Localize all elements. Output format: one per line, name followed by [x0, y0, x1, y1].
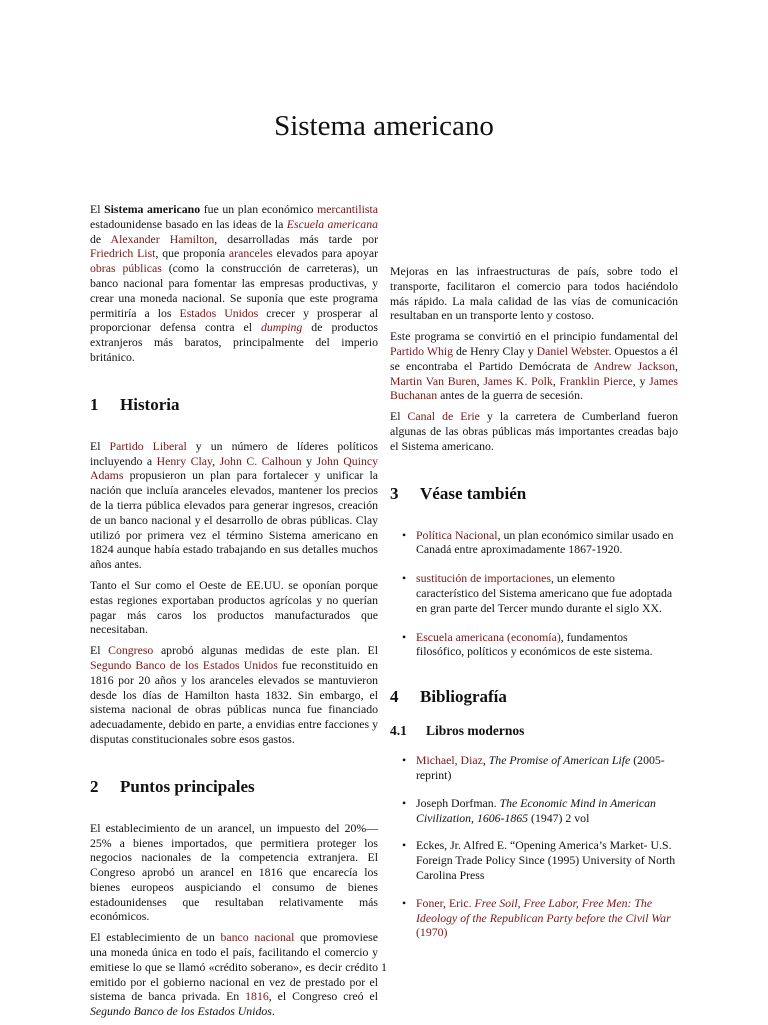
historia-paragraph-1 — [90, 439, 378, 572]
text: de Henry Clay y — [453, 343, 537, 358]
link-james-buchanan[interactable]: James Buchanan — [390, 373, 678, 403]
link-congreso[interactable]: Congreso — [108, 643, 154, 658]
section-title: Historia — [120, 394, 180, 414]
list-item — [390, 838, 678, 882]
link-daniel-webster[interactable]: Daniel Webster — [536, 343, 609, 358]
author: Eckes, Jr. Alfred E. — [416, 838, 508, 853]
text: (como la construcción de carreteras), un banco nacional para fomentar las empresas productivas, y crear una moneda nacional. Se suponía que este programa permitiría a los — [90, 261, 378, 320]
text: y — [301, 453, 317, 468]
text: , — [675, 358, 678, 373]
text: , — [482, 753, 489, 768]
text: y un número de líderes políticos incluyendo a — [90, 438, 379, 468]
puntos-paragraph-5 — [390, 409, 678, 453]
page-number: 1 — [381, 960, 387, 974]
link-john-c-calhoun[interactable]: John C. Calhoun — [219, 453, 302, 468]
text: fue reconstituido en 1816 por 20 años y los aranceles elevados se mantuvieron desde los días de Hamilton hasta 1832. Sin embargo, el sistema nacional de obras públicas nunca fue financiado adecuadamente, debido en parte, a envidias entre facciones y disputas constitucionales sobre esos gastos. — [90, 657, 378, 746]
text: Este programa se convirtió en el principio fundamental del — [390, 329, 678, 344]
section-heading-puntos — [90, 777, 378, 797]
text: , el Congreso creó el — [268, 989, 378, 1004]
text: , desarrolladas más tarde por — [214, 231, 378, 246]
text: (2005-reprint) — [416, 753, 665, 782]
link-partido-liberal[interactable]: Partido Liberal — [109, 438, 187, 453]
text: . Opuestos a él se encontraba el Partido Demócrata de — [390, 343, 678, 373]
link-segundo-banco[interactable]: Segundo Banco de los Estados Unidos — [90, 657, 278, 672]
link-canal-de-erie[interactable]: Canal de Erie — [407, 409, 480, 424]
text: que promoviese una moneda única en todo el país, facilitando el comercio y emitiese lo que se llamó «crédito soberano», es decir crédito emitido por el gobierno nacional en vez de prestado por el sistema de banca privada. En — [90, 930, 378, 1004]
text: El establecimiento de un — [90, 930, 221, 945]
link-john-quincy-adams[interactable]: John Quincy Adams — [90, 453, 379, 483]
link-escuela-americana-economia[interactable]: Escuela americana (economía) — [416, 629, 561, 644]
link-dumping[interactable]: dumping — [261, 320, 303, 335]
page-title: Sistema americano — [274, 110, 494, 142]
puntos-paragraph-4 — [390, 329, 678, 403]
text: El — [90, 643, 109, 658]
text: aprobó algunas medidas de este plan. El — [153, 643, 378, 658]
list-item — [390, 571, 678, 615]
puntos-paragraph-3: Mejoras en las infraestructuras de país, sobre todo el transporte, facilitaron el comercio para todos haciéndolo más rápido. La mala calidad de las vías de comunicación resultaban en un transporte lento y costoso. — [390, 264, 678, 323]
text: crecer y prosperar al proporcionar defensa contra el — [90, 305, 378, 335]
article-subject: Sistema americano — [104, 202, 201, 216]
link-sustitucion-importaciones[interactable]: sustitución de importaciones — [416, 571, 551, 586]
section-heading-vease — [390, 484, 678, 504]
link-text[interactable]: (1970) — [416, 925, 448, 940]
link-1816[interactable]: 1816 — [245, 989, 269, 1004]
link-banco-nacional[interactable]: banco nacional — [220, 930, 295, 945]
link-franklin-pierce[interactable]: Franklin Pierce — [559, 373, 633, 388]
section-number: 4 — [390, 687, 399, 707]
section-heading-bibliografia — [390, 687, 678, 707]
link-estados-unidos[interactable]: Estados Unidos — [179, 305, 259, 320]
author: Joseph Dorfman — [416, 795, 494, 810]
book-title: The Economic Mind in American Civilization, 1606-1865 — [416, 795, 656, 825]
text: . — [271, 1004, 275, 1019]
section-number: 3 — [390, 483, 399, 503]
section-title: Véase también — [420, 483, 527, 503]
link-andrew-jackson[interactable]: Andrew Jackson — [593, 358, 676, 373]
text: propusieron un plan para fortalecer y unificar la nación que incluía aranceles elevados, mantener los precios de la tierra pública elevados para generar ingresos, creación de un banco nacional y el desarrollo de obras públicas. Clay utilizó por primera vez el término Sistema americano en 1824 aunque había estado trabajando en sus detalles muchos años antes. — [90, 468, 378, 572]
link-james-k-polk[interactable]: James K. Polk — [483, 373, 553, 388]
section-number: 1 — [90, 394, 99, 414]
link-friedrich-list[interactable]: Friedrich List — [90, 246, 156, 261]
text: de — [90, 231, 111, 246]
link-alexander-hamilton[interactable]: Alexander Hamilton — [110, 231, 215, 246]
text: , un plan económico similar usado en Canadá entre aproximadamente 1867-1920. — [416, 527, 674, 557]
text: , fundamentos filosófico, políticos y económicos de este sistema. — [416, 629, 653, 659]
link-obras-publicas[interactable]: obras públicas — [90, 261, 162, 276]
link-escuela-americana[interactable]: Escuela americana — [286, 216, 378, 231]
subsection-heading-libros — [390, 723, 678, 739]
text: estadounidense basado en las ideas de la — [90, 216, 287, 231]
text: antes de la guerra de secesión. — [437, 388, 583, 403]
intro-paragraph — [90, 202, 378, 365]
right-column — [390, 204, 678, 940]
italic-text: Segundo Banco de los Estados Unidos — [90, 1004, 272, 1019]
link-author[interactable]: Foner, Eric. — [416, 895, 472, 910]
link-book-title[interactable]: Free Soil, Free Labor, Free Men: The Ideology of the Republican Party before the Civil War — [416, 895, 671, 925]
link-author[interactable]: Michael, Diaz — [416, 753, 483, 768]
historia-paragraph-3 — [90, 643, 378, 747]
left-column — [90, 202, 378, 1025]
section-heading-historia — [90, 395, 378, 415]
link-martin-van-buren[interactable]: Martin Van Buren — [390, 373, 477, 388]
text: , — [552, 373, 560, 388]
puntos-paragraph-1: El establecimiento de un arancel, un impuesto del 20%—25% a bienes importados, que permitiera proteger los negocios nacionales de la competencia extranjera. El Congreso aprobó un arancel en 1816 que encarecía los bienes europeos auspiciando el consumo de bienes estadounidenses que resultaban relativamente más económicos. — [90, 820, 378, 924]
bibliography-list — [390, 753, 678, 940]
text: , que proponía — [155, 246, 229, 261]
text: , y — [632, 373, 650, 388]
link-aranceles[interactable]: aranceles — [228, 246, 273, 261]
text: y la carretera de Cumberland fueron algunas de las obras públicas más importantes creadas bajo el Sistema americano. — [390, 409, 679, 453]
book-title: The Promise of American Life — [488, 753, 631, 768]
link-politica-nacional[interactable]: Política Nacional — [416, 527, 498, 542]
text: , un elemento característico del Sistema americano que fue adoptada en gran parte del Tercer mundo durante el siglo XX. — [416, 571, 673, 615]
subsection-title: Libros modernos — [426, 723, 525, 739]
list-item — [390, 796, 678, 826]
text: El — [90, 438, 110, 453]
text: de productos extranjeros más baratos, principalmente del imperio británico. — [90, 320, 378, 364]
section-title: Puntos principales — [120, 776, 255, 796]
text: El — [390, 409, 408, 424]
subsection-number: 4.1 — [390, 723, 407, 739]
text: fue un plan económico — [200, 202, 318, 216]
see-also-list — [390, 528, 678, 660]
section-title: Bibliografía — [420, 687, 507, 707]
text: . — [493, 795, 500, 810]
list-item — [390, 528, 678, 558]
text: elevados para apoyar — [272, 246, 379, 261]
text: El — [90, 202, 105, 216]
link-partido-whig[interactable]: Partido Whig — [390, 343, 454, 358]
link-mercantilista[interactable]: mercantilista — [317, 202, 378, 216]
list-item — [390, 630, 678, 660]
list-item — [390, 896, 678, 940]
text: , — [212, 453, 220, 468]
list-item — [390, 753, 678, 783]
text: (1947) 2 vol — [528, 810, 590, 825]
link-henry-clay[interactable]: Henry Clay — [156, 453, 213, 468]
text: , — [476, 373, 484, 388]
book-title: “Opening America’s Market- U.S. Foreign Trade Policy Since (1995) University of North Carolina Press — [416, 838, 676, 882]
section-number: 2 — [90, 776, 99, 796]
historia-paragraph-2: Tanto el Sur como el Oeste de EE.UU. se oponían porque estas regiones exportaban productos agrícolas y no querían pagar más caros los productos manufacturados que necesitaban. — [90, 577, 378, 637]
